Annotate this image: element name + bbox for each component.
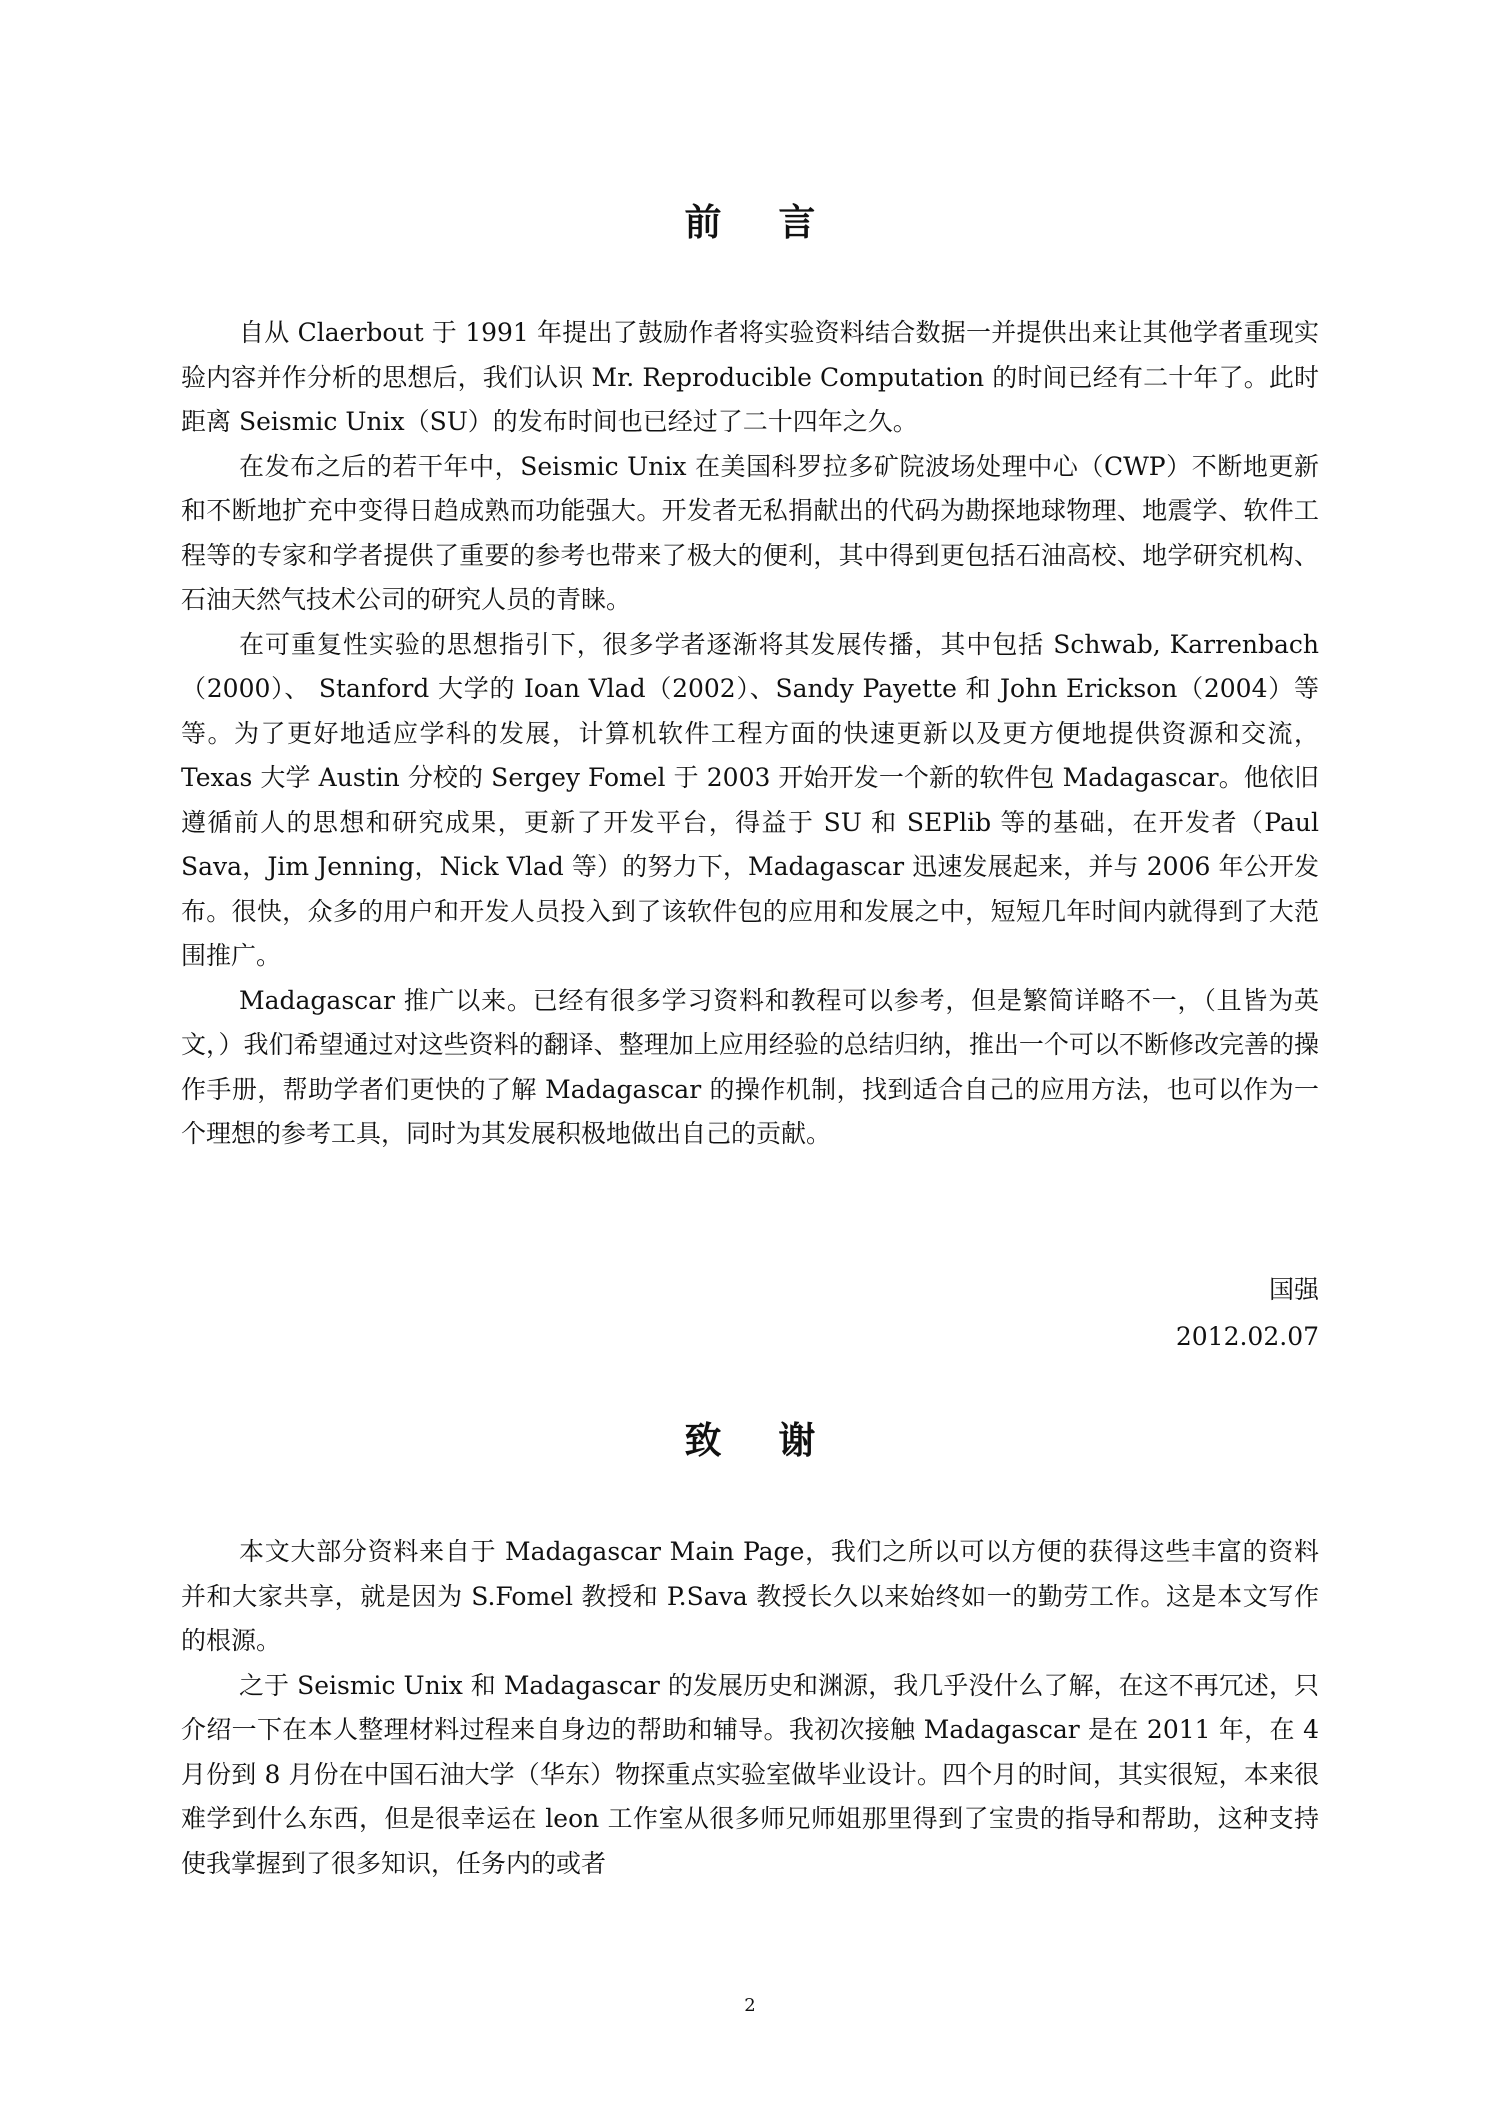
preface-title: 前 言 — [684, 200, 838, 244]
preface-paragraph-3: 在可重复性实验的思想指引下，很多学者逐渐将其发展传播，其中包括 Schwab, Karrenbach（2000）、 Stanford 大学的 Ioan Vlad（2002）、Sandy Payette 和 John Erickson（2004）等等。为了更好地适应学科的发展，计算机软件工程方面的快速更新以及更方便地提供资源和交流，Texas 大学 Austin 分校的 Sergey Fomel 于 2003 开始开发一个新的软件包 Madagascar。他依旧遵循前人的思想和研究成果，更新了开发平台，得益于 SU 和 SEPlib 等的基础，在开发者（Paul Sava，Jim Jenning，Nick Vlad 等）的努力下，Madagascar 迅速发展起来，并与 2006 年公开发布。很快，众多的用户和开发人员投入到了该软件包的应用和发展之中，短短几年时间内就得到了大范围推广。 — [181, 629, 1319, 970]
acknowledgements-paragraph-2: 之于 Seismic Unix 和 Madagascar 的发展历史和渊源，我几乎没什么了解，在这不再冗述，只介绍一下在本人整理材料过程来自身边的帮助和辅导。我初次接触 Madagascar 是在 2011 年，在 4 月份到 8 月份在中国石油大学（华东）物探重点实验室做毕业设计。四个月的时间，其实很短，本来很难学到什么东西，但是很幸运在 leon 工作室从很多师兄师姐那里得到了宝贵的指导和帮助，这种支持使我掌握到了很多知识，任务内的或者 — [181, 1670, 1319, 1878]
preface-paragraph-4: Madagascar 推广以来。已经有很多学习资料和教程可以参考，但是繁简详略不一，（且皆为英文，）我们希望通过对这些资料的翻译、整理加上应用经验的总结归纳，推出一个可以不断修改完善的操作手册，帮助学者们更快的了解 Madagascar 的操作机制，找到适合自己的应用方法，也可以作为一个理想的参考工具，同时为其发展积极地做出自己的贡献。 — [181, 985, 1319, 1148]
acknowledgements-title: 致 谢 — [684, 1418, 838, 1462]
preface-paragraph-2: 在发布之后的若干年中，Seismic Unix 在美国科罗拉多矿院波场处理中心（CWP）不断地更新和不断地扩充中变得日趋成熟而功能强大。开发者无私捐献出的代码为勘探地球物理、地震学、软件工程等的专家和学者提供了重要的参考也带来了极大的便利，其中得到更包括石油高校、地学研究机构、石油天然气技术公司的研究人员的青睐。 — [181, 451, 1319, 614]
acknowledgements-paragraph-1: 本文大部分资料来自于 Madagascar Main Page，我们之所以可以方便的获得这些丰富的资料并和大家共享，就是因为 S.Fomel 教授和 P.Sava 教授长久以来始终如一的勤劳工作。这是本文写作的根源。 — [181, 1537, 1319, 1655]
preface-paragraph-1: 自从 Claerbout 于 1991 年提出了鼓励作者将实验资料结合数据一并提供出来让其他学者重现实验内容并作分析的思想后，我们认识 Mr. Reproducible Computation 的时间已经有二十年了。此时距离 Seismic Unix（SU）的发布时间也已经过了二十四年之久。 — [181, 318, 1319, 436]
preface-author: 国强 — [1268, 1275, 1319, 1304]
acknowledgements-body — [181, 1530, 1319, 1886]
page-number: 2 — [744, 1995, 756, 2016]
preface-date: 2012.02.07 — [1175, 1322, 1319, 1351]
preface-body — [181, 311, 1319, 1157]
